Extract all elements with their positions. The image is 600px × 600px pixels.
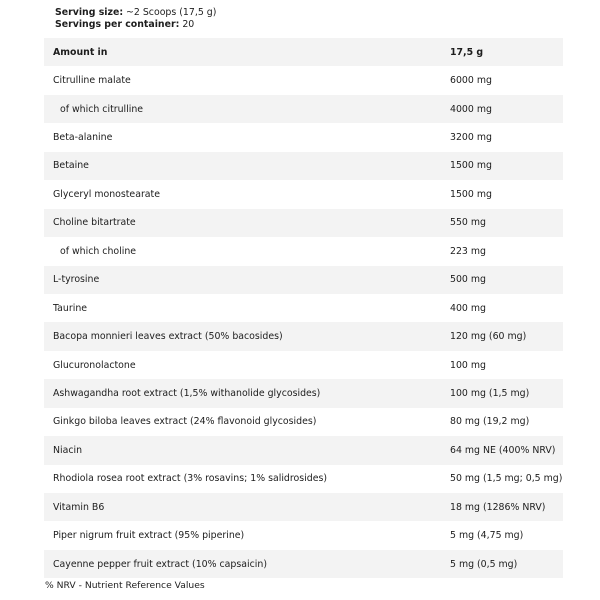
footnote: % NRV - Nutrient Reference Values [45, 580, 205, 591]
table-header-row [44, 38, 563, 66]
ingredient-amount: 550 mg [450, 217, 486, 229]
ingredient-name: Bacopa monnieri leaves extract (50% bacosides) [53, 331, 283, 343]
ingredient-amount: 80 mg (19,2 mg) [450, 416, 530, 428]
table-row [44, 436, 563, 464]
table-row [44, 237, 563, 265]
ingredient-name: Choline bitartrate [53, 217, 136, 229]
ingredient-name: Ginkgo biloba leaves extract (24% flavonoid glycosides) [53, 416, 317, 428]
ingredient-name: Vitamin B6 [53, 501, 105, 513]
table-row [44, 123, 563, 151]
ingredient-amount: 1500 mg [450, 188, 492, 200]
ingredient-amount: 3200 mg [450, 132, 492, 144]
ingredient-name: L-tyrosine [53, 274, 100, 286]
ingredient-amount: 120 mg (60 mg) [450, 331, 527, 343]
table-row [44, 521, 563, 549]
ingredient-amount: 100 mg (1,5 mg) [450, 387, 530, 399]
ingredient-name: Cayenne pepper fruit extract (10% capsaicin) [53, 558, 267, 570]
table-row [44, 66, 563, 94]
table-row [44, 379, 563, 407]
ingredient-name: Piper nigrum fruit extract (95% piperine) [53, 530, 245, 542]
ingredient-name: Beta-alanine [53, 132, 113, 144]
ingredient-name: Taurine [53, 302, 88, 314]
ingredient-amount: 64 mg NE (400% NRV) [450, 444, 556, 456]
ingredient-amount: 4000 mg [450, 103, 492, 115]
ingredient-amount: 18 mg (1286% NRV) [450, 501, 546, 513]
table-row [44, 351, 563, 379]
serving-size-value: ~2 Scoops (17,5 g) [123, 7, 217, 18]
ingredient-name: Glyceryl monostearate [53, 188, 160, 200]
header-name: Amount in [53, 46, 108, 58]
ingredient-amount: 5 mg (4,75 mg) [450, 530, 524, 542]
table-row [44, 493, 563, 521]
table-row [44, 322, 563, 350]
table-row [44, 95, 563, 123]
ingredient-name: Ashwagandha root extract (1,5% withanolide glycosides) [53, 387, 321, 399]
table-row [44, 465, 563, 493]
serving-size-label: Serving size: [55, 7, 124, 18]
ingredient-name: Niacin [53, 444, 83, 456]
ingredient-amount: 6000 mg [450, 75, 492, 87]
ingredient-amount: 100 mg [450, 359, 486, 371]
ingredient-name: of which choline [60, 245, 137, 257]
ingredient-name: Glucuronolactone [53, 359, 136, 371]
serving-size-line [55, 7, 216, 19]
ingredient-amount: 5 mg (0,5 mg) [450, 558, 518, 570]
serving-info [55, 7, 216, 31]
ingredient-amount: 500 mg [450, 274, 486, 286]
servings-per-container-value: 20 [179, 19, 195, 30]
ingredient-amount: 50 mg (1,5 mg; 0,5 mg) [450, 473, 563, 485]
nutrition-table [44, 38, 563, 578]
table-row [44, 209, 563, 237]
table-row [44, 550, 563, 578]
ingredient-name: Citrulline malate [53, 75, 131, 87]
ingredient-name: of which citrulline [60, 103, 144, 115]
table-row [44, 266, 563, 294]
ingredient-name: Rhodiola rosea root extract (3% rosavins; 1% salidrosides) [53, 473, 328, 485]
table-row [44, 180, 563, 208]
ingredient-amount: 1500 mg [450, 160, 492, 172]
ingredient-name: Betaine [53, 160, 89, 172]
ingredient-amount: 223 mg [450, 245, 486, 257]
servings-per-container-label: Servings per container: [55, 19, 180, 30]
servings-per-container-line [55, 19, 216, 31]
header-value: 17,5 g [450, 46, 484, 58]
table-row [44, 152, 563, 180]
table-row [44, 294, 563, 322]
table-row [44, 408, 563, 436]
ingredient-amount: 400 mg [450, 302, 486, 314]
